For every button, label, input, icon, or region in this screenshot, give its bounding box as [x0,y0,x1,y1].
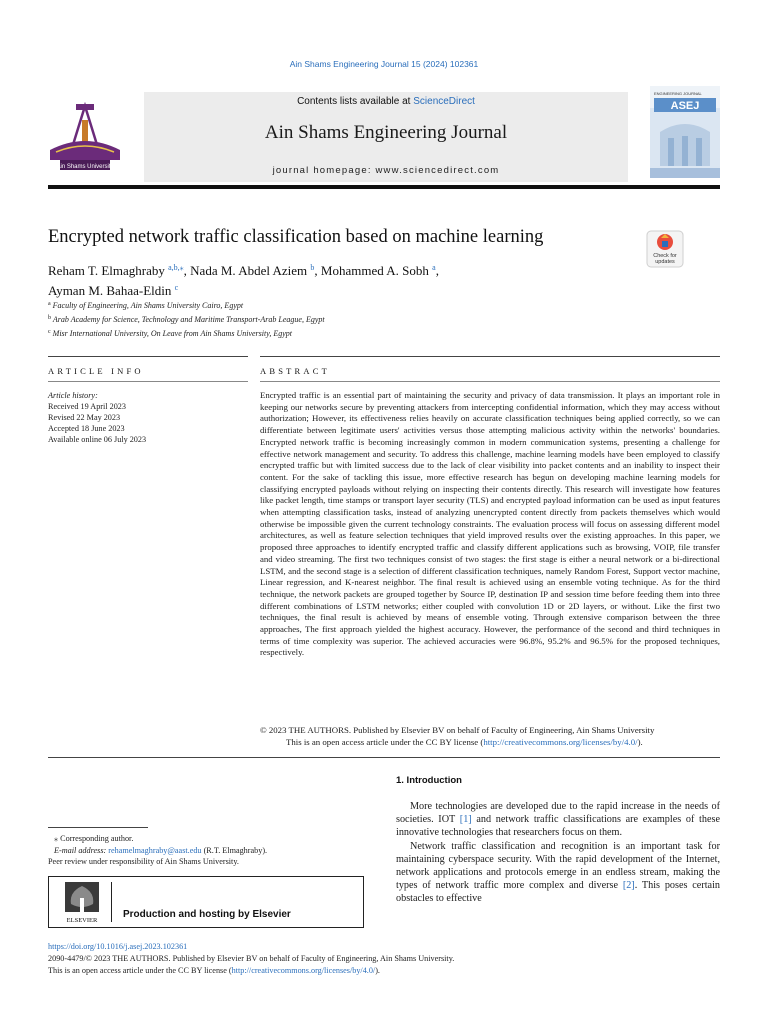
abstract-copyright: © 2023 THE AUTHORS. Published by Elsevier BV on behalf of Faculty of Engineering, Ain Shams University [260,725,655,735]
article-info-subrule [48,381,248,382]
received-date: Received 19 April 2023 [48,402,126,411]
author[interactable]: Nada M. Abdel Aziem $^b$ [190,263,315,278]
publisher-hosting: Production and hosting by Elsevier [123,909,291,920]
author[interactable]: Mohammed A. Sobh $^a$ [320,263,436,278]
paper-title: Encrypted network traffic classification based on machine learning [48,227,544,247]
contents-line: Contents lists available at ScienceDirect [297,96,475,107]
author[interactable]: Ayman M. Bahaa-Eldin $^c$ [48,283,179,298]
paragraph: Network traffic classification and recognition is an important task for maintaining cyberspace security. With the rapid development of the Internet, network applications and protocols emerge in an endless stream, making the types of network traffic more complex and diverse [2]. This poses certain obstacles to effective [396,840,720,905]
corresponding-author-note: ⁎ Corresponding author. [54,834,134,843]
author[interactable]: Reham T. Elmaghraby $^{a,b,⁎}$ [48,263,184,278]
logo-text: Ain Shams University [56,164,114,170]
elsevier-logo-label: ELSEVIER [66,917,98,924]
check-for-updates-label[interactable]: Check for updates [653,253,677,265]
issn-line: 2090-4479/© 2023 THE AUTHORS. Published by Elsevier BV on behalf of Faculty of Engineering, Ain Shams University. [48,954,455,963]
abstract-license: This is an open access article under the CC BY license (http://creativecommons.org/licenses/by/4.0/). [286,737,643,747]
article-info-rule [48,356,248,357]
affiliation-item: $^b$ Arab Academy for Science, Technology and Maritime Transport-Arab League, Egypt [48,315,325,324]
footnotes [48,833,368,868]
peer-review-note: Peer review under responsibility of Ain Shams University. [48,857,239,866]
sciencedirect-link[interactable]: ScienceDirect [413,96,475,107]
elsevier-tree-icon [57,880,107,924]
journal-citation[interactable]: Ain Shams Engineering Journal 15 (2024) 102361 [289,59,479,69]
publisher-divider [111,882,112,922]
abstract-text: Encrypted traffic is an essential part of maintaining the security and privacy of data transmission. It plays an important role in keeping our networks secure by preventing attackers from intercepting confidential information, which they may access without authorization; However, its effectiveness relies heavily on accurate classification techniques being applied correctly, so we can differentiate between legitimate users' activities versus those attempting malicious activity within the networks' boundaries. Encrypted network traffic is becoming increasingly common in modern communication systems, presenting a challenge for effective network management and security. To address this challenge, machine learning models have been employed to classify encrypted traffic but with limited success due to the lack of clear visibility into packet contents and an inability to inspect their content. For the sake of tackling this issue, more effective research has begun on developing machine learning models for classifying encrypted payloads without relying on inspecting their contents directly. This research will investigate how features like packet length, time stamps or transport layer security (TLS) and encrypted payload information can be used as input features when attempting classification tasks, instead of analyzing unencrypted content directly from packets themselves which would otherwise be impossible given the current technology constraints. The evaluation process will focus on assessing different model architectures, as well as feature selection techniques that yield improved results over the existing approaches. In this paper, we proposed three approaches to identify encrypted traffic and classify different applications such as browsing, VOIP, file transfer and video streaming. The first two techniques consist of two stages: the first stage is either a neural network or a bi-directional LSTM, and the second stage is a selection of different classification techniques, namely Random Forest, Support vector machine, Linear regression, and K-nearest neighbor. The final result is achieved using an ensemble voting technique. As for the third technique, the network packets are grouped together by Source IP, destination IP and session time before feeding them into three different combinations of LSTM networks; either coupled with convolution 1D or 2D layers, or without. Like the first two techniques, the final result is achieved by means of ensemble voting. Through extensive comparison between the three approaches, The first approach yielded the highest accuracy. However, the performance of the second and third techniques in terms of time complexity was superior. The achieved accuracies were 96.8%, 95.2% and 96.5% for the proposed techniques, respectively. [260,390,720,658]
abstract-heading: ABSTRACT [260,366,330,376]
introduction-body [396,800,720,906]
email-link[interactable]: rehamelmaghraby@aast.edu [108,845,202,855]
paragraph: More technologies are developed due to the rapid increase in the needs of societies. IOT [1] and network traffic classifications are examples of these innovative technologies that researchers focus on them. [396,801,720,839]
introduction-heading: 1. Introduction [396,775,462,786]
journal-cover-image[interactable] [650,86,720,178]
university-logo [46,102,124,174]
affiliation-item: $^c$ Misr International University, On Leave from Ain Shams University, Egypt [48,329,292,338]
license-link[interactable]: http://creativecommons.org/licenses/by/4.0/ [483,737,638,747]
bottom-license: This is an open access article under the CC BY license (http://creativecommons.org/licenses/by/4.0/). [48,966,380,975]
affiliation-item: $^a$ Faculty of Engineering, Ain Shams University Cairo, Egypt [48,301,244,310]
affiliations [48,298,648,340]
journal-name: Ain Shams Engineering Journal [264,122,508,143]
abstract-rule [260,356,720,357]
reference-link[interactable]: [2] [622,880,635,892]
accepted-date: Accepted 18 June 2023 [48,424,125,433]
abstract-subrule [260,381,720,382]
revised-date: Revised 22 May 2023 [48,413,121,422]
bottom-license-link[interactable]: http://creativecommons.org/licenses/by/4.0/ [231,966,376,975]
cover-small-label: ENGINEERING JOURNAL [654,91,702,96]
cover-brand: ASEJ [670,100,700,112]
doi-link[interactable]: https://doi.org/10.1016/j.asej.2023.102361 [48,942,188,951]
journal-homepage: journal homepage: www.sciencedirect.com [272,165,500,176]
online-date: Available online 06 July 2023 [48,435,147,444]
header-rule [48,185,720,189]
homepage-link[interactable]: www.sciencedirect.com [375,165,500,176]
article-history: Article history: Received 19 April 2023 Revised 22 May 2023 Accepted 18 June 2023 Available online 06 July 2023 [48,390,248,445]
journal-banner [144,92,628,182]
publisher-box [48,876,364,928]
article-info-heading: ARTICLE INFO [48,366,144,376]
author-list: Reham T. Elmaghraby $^{a,b,⁎}$, Nada M. Abdel Aziem $^b$, Mohammed A. Sobh $^a$, Ayman M. Bahaa-Eldin $^c$ [48,263,439,298]
abstract-bottom-rule [48,757,720,758]
reference-link[interactable]: [1] [459,814,472,826]
footnote-rule [48,827,148,828]
email-note: E-mail address: rehamelmaghraby@aast.edu (R.T. Elmaghraby). [54,845,268,855]
